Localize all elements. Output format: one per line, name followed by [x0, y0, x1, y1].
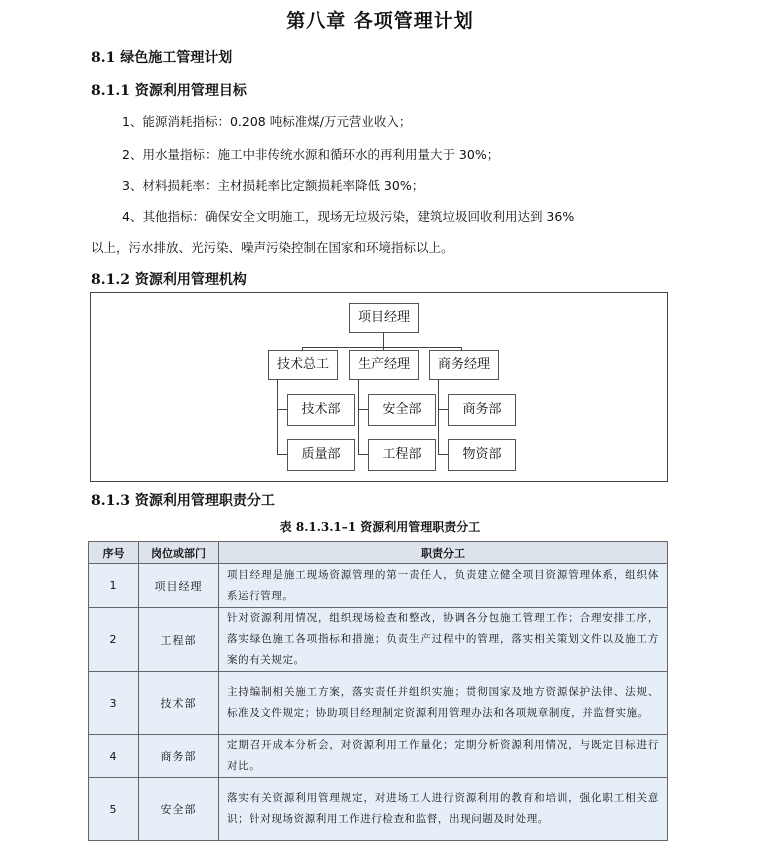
header-duty: 职责分工 — [219, 542, 668, 564]
org-chart — [90, 292, 668, 482]
section-heading-8-1-1: 8.1.1 资源利用管理目标 — [91, 83, 247, 99]
row-no: 2 — [89, 608, 139, 672]
org-node-technical-dept: 技术部 — [287, 394, 355, 426]
table-row — [89, 778, 668, 841]
table-row — [89, 672, 668, 735]
org-node-materials-dept: 物资部 — [448, 439, 516, 471]
org-node-business-manager: 商务经理 — [429, 350, 499, 380]
row-no: 1 — [89, 564, 139, 608]
row-duty: 主持编制相关施工方案，落实责任并组织实施；贯彻国家及地方资源保护法律、法规、标准及文件规定；协助项目经理制定资源利用管理办法和各项规章制度，并监督实施。 — [219, 672, 668, 735]
org-connector — [383, 333, 384, 347]
org-connector — [438, 409, 448, 410]
org-connector — [358, 409, 368, 410]
org-connector — [358, 454, 368, 455]
row-no: 3 — [89, 672, 139, 735]
row-duty: 定期召开成本分析会，对资源利用工作量化；定期分析资源利用情况，与既定目标进行对比。 — [219, 735, 668, 778]
target-item-1: 1、能源消耗指标：0.208 吨标准煤/万元营业收入； — [122, 114, 412, 129]
org-node-safety-dept: 安全部 — [368, 394, 436, 426]
org-connector — [358, 380, 359, 455]
row-dept: 商务部 — [139, 735, 219, 778]
table-row — [89, 564, 668, 608]
org-connector — [277, 454, 287, 455]
row-duty: 针对资源利用情况，组织现场检查和整改，协调各分包施工管理工作；合理安排工序，落实绿色施工各项指标和措施；负责生产过程中的管理，落实相关策划文件以及施工方案的有关规定。 — [219, 608, 668, 672]
table-header-row — [89, 542, 668, 564]
section-heading-8-1-3: 8.1.3 资源利用管理职责分工 — [91, 493, 275, 509]
row-duty: 落实有关资源利用管理规定，对进场工人进行资源利用的教育和培训，强化职工相关意识；针对现场资源利用工作进行检查和监督，出现问题及时处理。 — [219, 778, 668, 841]
duty-table — [88, 541, 668, 841]
org-node-project-manager: 项目经理 — [349, 303, 419, 333]
row-dept: 项目经理 — [139, 564, 219, 608]
section-heading-8-1-2: 8.1.2 资源利用管理机构 — [91, 272, 247, 288]
row-no: 5 — [89, 778, 139, 841]
org-connector — [438, 380, 439, 455]
org-connector — [277, 409, 287, 410]
org-node-technical-chief: 技术总工 — [268, 350, 338, 380]
target-item-4: 4、其他指标：确保安全文明施工，现场无垃圾污染，建筑垃圾回收利用达到 36% — [122, 209, 575, 224]
org-connector — [277, 380, 278, 455]
row-duty: 项目经理是施工现场资源管理的第一责任人，负责建立健全项目资源管理体系，组织体系运行管理。 — [219, 564, 668, 608]
org-node-quality-dept: 质量部 — [287, 439, 355, 471]
table-caption: 表 8.1.3.1–1 资源利用管理职责分工 — [279, 520, 481, 534]
table-row — [89, 735, 668, 778]
section-heading-8-1: 8.1 绿色施工管理计划 — [91, 50, 233, 66]
org-connector — [302, 347, 461, 348]
row-dept: 工程部 — [139, 608, 219, 672]
row-no: 4 — [89, 735, 139, 778]
target-item-2: 2、用水量指标：施工中非传统水源和循环水的再利用量大于 30%； — [122, 147, 500, 162]
row-dept: 技术部 — [139, 672, 219, 735]
org-node-engineering-dept: 工程部 — [368, 439, 436, 471]
org-node-production-manager: 生产经理 — [349, 350, 419, 380]
chapter-title: 第八章 各项管理计划 — [286, 10, 474, 32]
table-row — [89, 608, 668, 672]
org-node-business-dept: 商务部 — [448, 394, 516, 426]
header-no: 序号 — [89, 542, 139, 564]
org-connector — [438, 454, 448, 455]
target-item-3: 3、材料损耗率：主材损耗率比定额损耗率降低 30%； — [122, 178, 425, 193]
row-dept: 安全部 — [139, 778, 219, 841]
target-item-4-continued: 以上，污水排放、光污染、噪声污染控制在国家和环境指标以上。 — [91, 240, 454, 255]
header-dept: 岗位或部门 — [139, 542, 219, 564]
